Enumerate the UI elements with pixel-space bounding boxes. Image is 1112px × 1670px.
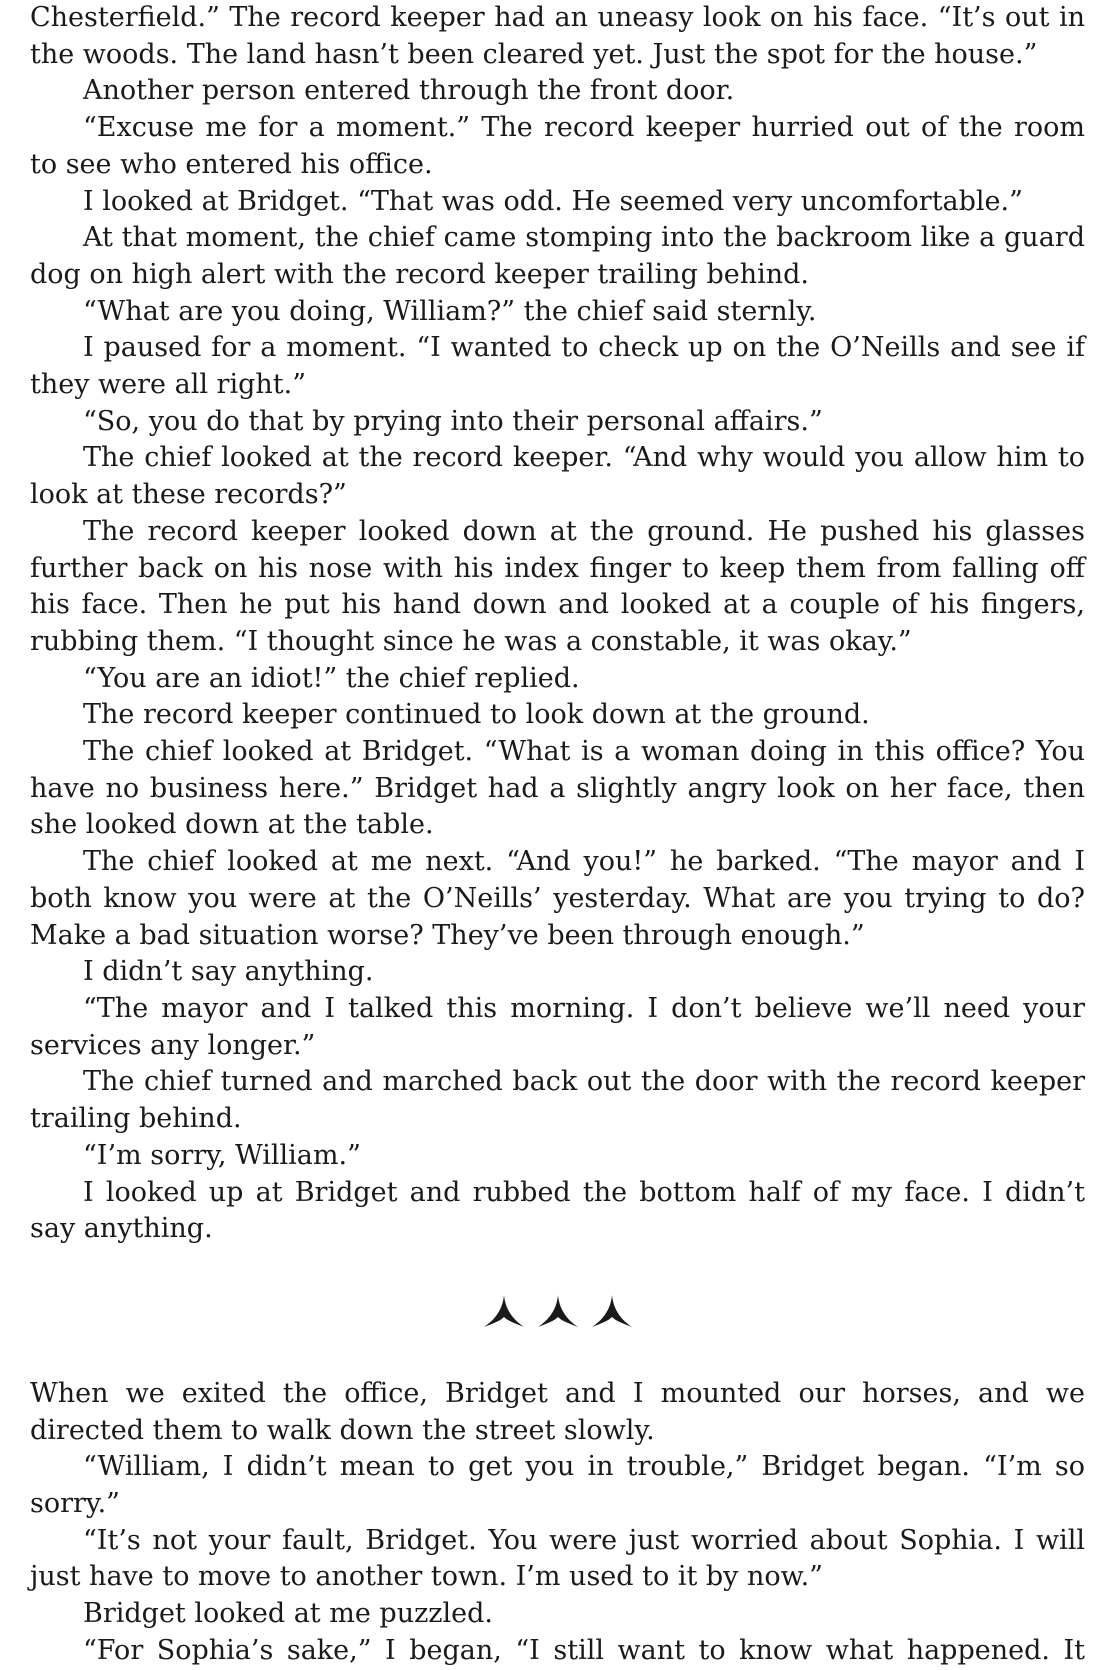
paragraph: “I’m sorry, William.”: [83, 1139, 361, 1171]
paragraph: “What are you doing, William?” the chief said sternly.: [83, 295, 817, 327]
paragraph: The chief looked at Bridget. “What is a woman doing in this office? You have no business here.” Bridget had a slightly angry look on her face, then she looked down at the table.: [30, 736, 1085, 841]
paragraph: “You are an idiot!” the chief replied.: [83, 662, 580, 694]
paragraph: I paused for a moment. “I wanted to check up on the O’Neills and see if they were all right.”: [30, 332, 1085, 401]
text-section-2: [30, 1376, 1085, 1670]
arrowhead-icon: [538, 1295, 578, 1329]
paragraph: Another person entered through the front door.: [83, 75, 735, 107]
paragraph: I looked up at Bridget and rubbed the bottom half of my face. I didn’t say anything.: [30, 1176, 1085, 1245]
paragraph: “The mayor and I talked this morning. I don’t believe we’ll need your services any longer.”: [30, 992, 1085, 1061]
text-section-1: [30, 0, 1085, 1248]
paragraph: “William, I didn’t mean to get you in trouble,” Bridget began. “I’m so sorry.”: [30, 1451, 1085, 1520]
paragraph: At that moment, the chief came stomping into the backroom like a guard dog on high alert with the record keeper trailing behind.: [30, 222, 1085, 290]
paragraph: I looked at Bridget. “That was odd. He seemed very uncomfortable.”: [83, 185, 1023, 217]
paragraph: “Excuse me for a moment.” The record keeper hurried out of the room to see who entered his office.: [30, 112, 1085, 180]
paragraph: The record keeper continued to look down at the ground.: [83, 699, 870, 731]
paragraph: The record keeper looked down at the ground. He pushed his glasses further back on his nose with his index finger to keep them from falling off his face. Then he put his hand down and looked at a couple of his fingers, rubbing them. “I thought since he was a constable, it was okay.”: [30, 515, 1085, 657]
paragraph: I didn’t say anything.: [83, 956, 374, 988]
paragraph: Bridget looked at me puzzled.: [83, 1598, 494, 1630]
paragraph: When we exited the office, Bridget and I mounted our horses, and we directed them to walk down the street slowly.: [30, 1377, 1085, 1446]
arrowhead-icon: [592, 1295, 632, 1329]
paragraph: The chief looked at the record keeper. “And why would you allow him to look at these records?”: [30, 442, 1085, 511]
paragraph: “So, you do that by prying into their personal affairs.”: [83, 405, 823, 437]
scene-break-ornament: [30, 1248, 1085, 1376]
arrowhead-icon: [484, 1295, 524, 1329]
paragraph: “For Sophia’s sake,” I began, “I still want to know what happened. It: [83, 1634, 1085, 1666]
paragraph: The chief looked at me next. “And you!” he barked. “The mayor and I both know you were at the O’Neills’ yesterday. What are you trying to do? Make a bad situation worse? They’ve been through enough.”: [30, 846, 1085, 951]
paragraph: The chief turned and marched back out the door with the record keeper trailing behind.: [30, 1066, 1085, 1135]
paragraph: Chesterfield.” The record keeper had an uneasy look on his face. “It’s out in the woods. The land hasn’t been cleared yet. Just the spot for the house.”: [30, 2, 1085, 70]
paragraph: “It’s not your fault, Bridget. You were just worried about Sophia. I will just have to move to another town. I’m used to it by now.”: [30, 1524, 1085, 1593]
book-page: [30, 0, 1085, 1670]
